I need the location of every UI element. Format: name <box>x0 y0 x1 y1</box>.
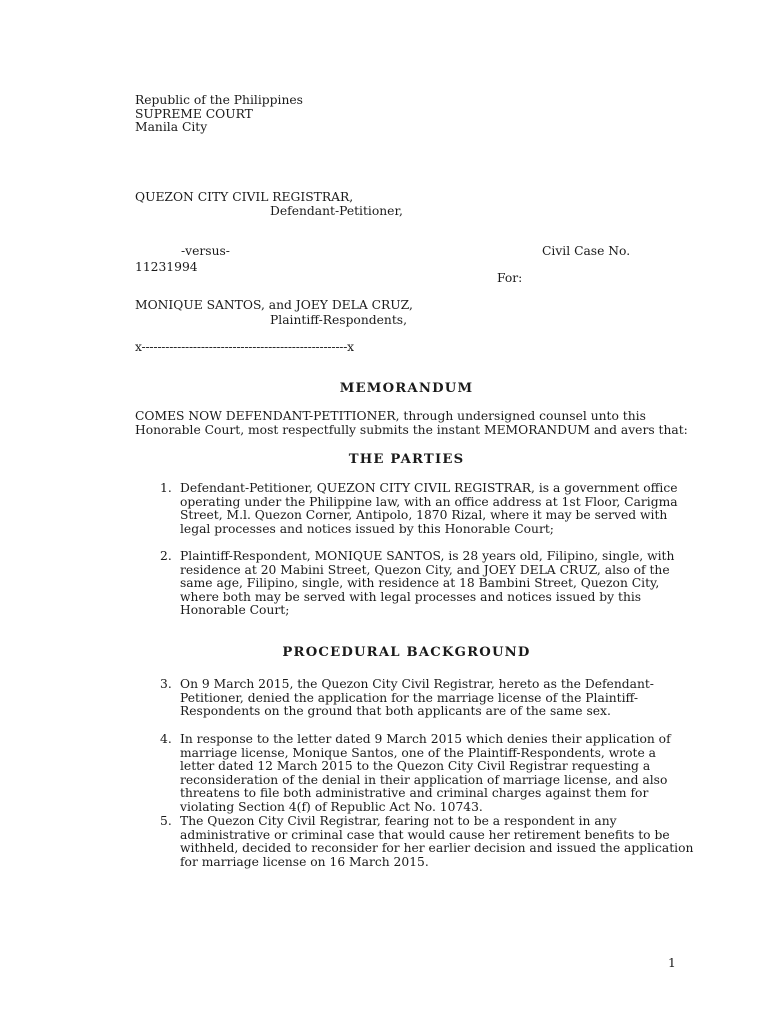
intro-paragraph <box>135 410 688 437</box>
item-line: threatens to file both administrative and criminal charges against them for <box>180 786 649 801</box>
item-number: 4. <box>160 732 172 746</box>
item-body <box>180 678 654 719</box>
plaintiffs-name: MONIQUE SANTOS, and JOEY DELA CRUZ, <box>135 298 413 312</box>
item-line: marriage license, Monique Santos, one of the Plaintiff-Respondents, wrote a <box>180 745 656 760</box>
document-title: MEMORANDUM <box>339 381 474 396</box>
item-line: residence at 20 Mabini Street, Quezon City, and JOEY DELA CRUZ, also of the <box>180 562 670 577</box>
intro-line: COMES NOW DEFENDANT-PETITIONER, through undersigned counsel unto this <box>135 409 646 423</box>
item-line: violating Section 4(f) of Republic Act No. 10743. <box>180 799 483 814</box>
item-body <box>180 550 674 618</box>
item-line: reconsideration of the denial in their application of marriage license, and also <box>180 772 668 787</box>
defendant-name: QUEZON CITY CIVIL REGISTRAR, <box>135 190 354 204</box>
item-number: 3. <box>160 677 172 691</box>
for-label: For: <box>497 271 523 285</box>
item-line: for marriage license on 16 March 2015. <box>180 854 429 869</box>
court-line: Republic of the Philippines <box>135 93 303 107</box>
item-line: Defendant-Petitioner, QUEZON CITY CIVIL REGISTRAR, is a government office <box>180 481 678 495</box>
item-body <box>180 482 678 536</box>
item-line: Respondents on the ground that both applicants are of the same sex. <box>180 704 611 719</box>
item-line: Honorable Court; <box>180 603 290 618</box>
court-line: Manila City <box>135 120 208 135</box>
item-line: where both may be served with legal processes and notices issued by this <box>180 589 642 604</box>
item-line: On 9 March 2015, the Quezon City Civil Registrar, hereto as the Defendant- <box>180 677 654 691</box>
item-number: 2. <box>160 549 172 563</box>
defendant-role: Defendant-Petitioner, <box>270 204 403 218</box>
item-line: legal processes and notices issued by this Honorable Court; <box>180 521 554 536</box>
item-line: In response to the letter dated 9 March 2015 which denies their application of <box>180 732 671 746</box>
item-line: Plaintiff-Respondent, MONIQUE SANTOS, is 28 years old, Filipino, single, with <box>180 549 675 563</box>
item-number: 1. <box>160 481 172 495</box>
item-line: administrative or criminal case that would cause her retirement benefits to be <box>180 827 670 842</box>
item-line: withheld, decided to reconsider for her earlier decision and issued the application <box>180 841 694 856</box>
item-line: The Quezon City Civil Registrar, fearing not to be a respondent in any <box>180 814 617 828</box>
item-line: Street, M.l. Quezon Corner, Antipolo, 1870 Rizal, where it may be served with <box>180 508 668 523</box>
page-number: 1 <box>668 956 676 970</box>
item-line: same age, Filipino, single, with residence at 18 Bambini Street, Quezon City, <box>180 576 660 591</box>
section-heading-procedural: PROCEDURAL BACKGROUND <box>282 645 531 660</box>
court-header <box>135 94 303 135</box>
item-body <box>180 733 671 815</box>
item-line: Petitioner, denied the application for the marriage license of the Plaintiff- <box>180 690 638 705</box>
intro-line: Honorable Court, most respectfully submits the instant MEMORANDUM and avers that: <box>135 422 688 437</box>
plaintiffs-role: Plaintiff-Respondents, <box>270 313 407 327</box>
item-line: letter dated 12 March 2015 to the Quezon City Civil Registrar requesting a <box>180 759 651 774</box>
versus-label: -versus- <box>181 244 230 258</box>
caption-separator: x----------------------------------------------------x <box>135 340 354 354</box>
court-line: SUPREME COURT <box>135 106 253 121</box>
item-line: operating under the Philippine law, with an office address at 1st Floor, Carigma <box>180 494 678 509</box>
case-number: 11231994 <box>135 260 198 274</box>
item-number: 5. <box>160 814 172 828</box>
case-label: Civil Case No. <box>542 244 631 258</box>
section-heading-parties: THE PARTIES <box>348 452 465 467</box>
item-body <box>180 815 693 869</box>
